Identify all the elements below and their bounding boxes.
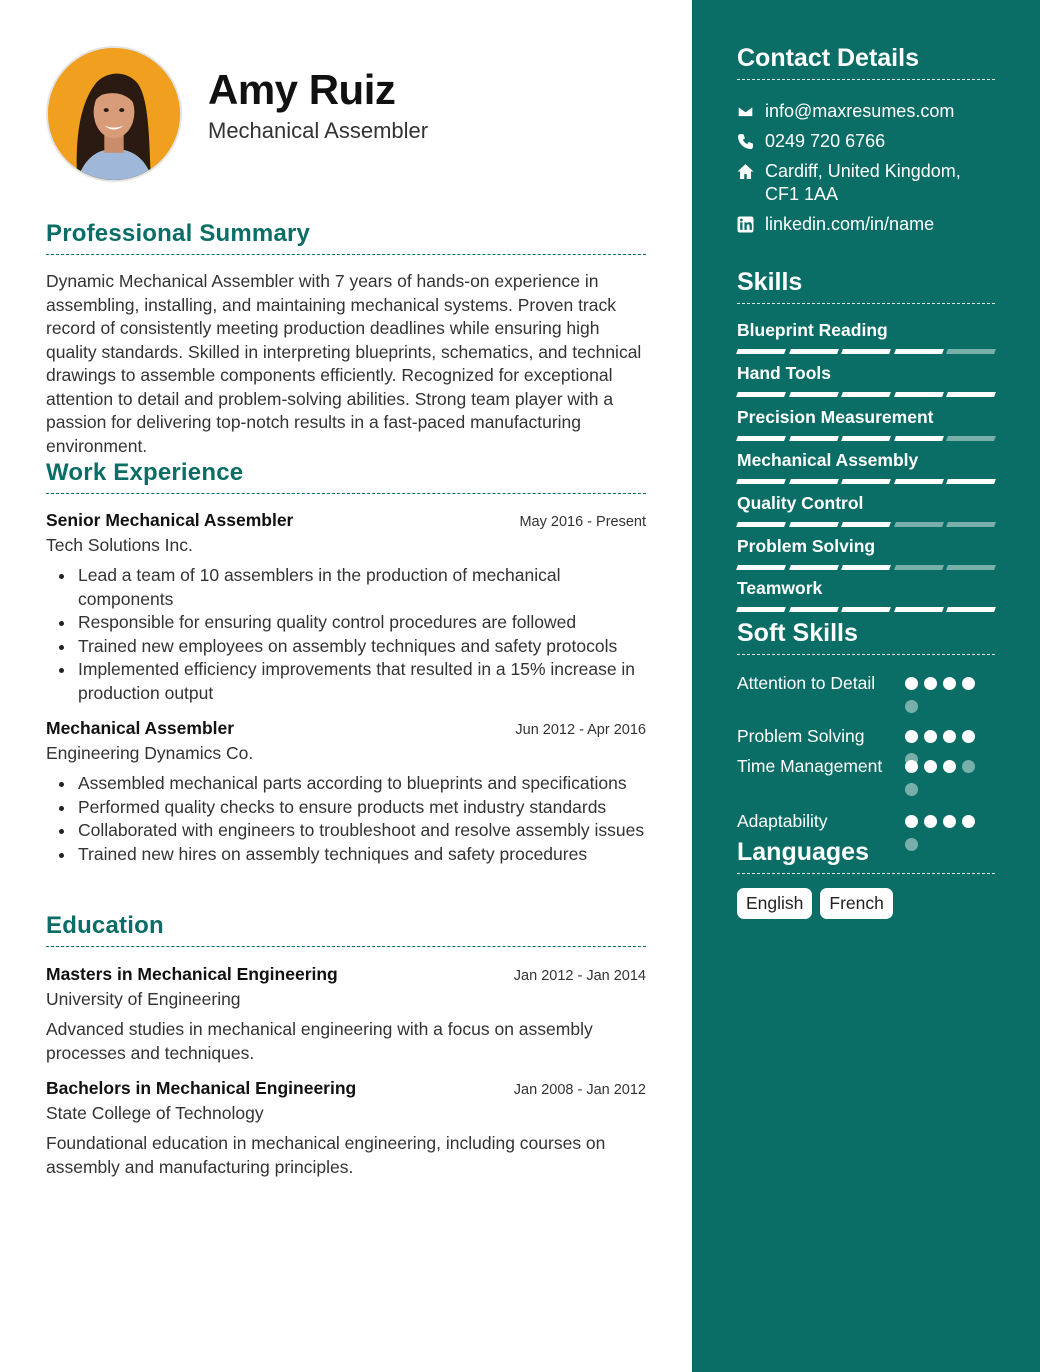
contact-address	[737, 160, 995, 206]
candidate-name: Amy Ruiz	[208, 66, 396, 113]
linkedin-icon	[737, 213, 765, 236]
skill-level-meter	[737, 479, 995, 484]
skill-level-segment	[736, 392, 785, 397]
skills-heading: Skills	[737, 268, 995, 304]
skill-level-segment	[946, 565, 995, 570]
profile-photo	[46, 46, 182, 182]
skill-level-segment	[894, 522, 943, 527]
envelope-icon	[737, 100, 765, 123]
skill-item	[737, 450, 995, 484]
education-description: Foundational education in mechanical engineering, including courses on assembly and manufacturing principles.	[46, 1133, 606, 1177]
skill-name: Precision Measurement	[737, 407, 934, 427]
rating-dot	[905, 700, 918, 713]
experience-heading: Work Experience	[46, 459, 646, 494]
skill-level-segment	[946, 349, 995, 354]
skill-level-segment	[946, 607, 995, 612]
education-date: Jan 2012 - Jan 2014	[513, 968, 646, 984]
skill-level-segment	[894, 349, 943, 354]
skill-level-segment	[736, 522, 785, 527]
skill-level-segment	[789, 607, 838, 612]
education-entry	[46, 1078, 646, 1179]
sidebar	[692, 0, 1040, 1372]
contact-email[interactable]	[737, 100, 995, 123]
skill-level-segment	[841, 479, 890, 484]
skill-level-segment	[946, 479, 995, 484]
skill-level-meter	[737, 522, 995, 527]
skill-item	[737, 536, 995, 570]
skill-level-segment	[946, 436, 995, 441]
school-name: State College of Technology	[46, 1103, 264, 1123]
avatar-illustration	[48, 48, 180, 180]
job-bullet: Implemented efficiency improvements that resulted in a 15% increase in production output	[46, 658, 646, 705]
skill-level-segment	[736, 436, 785, 441]
skill-level-segment	[894, 479, 943, 484]
job-entry	[46, 718, 646, 866]
skill-level-segment	[841, 607, 890, 612]
rating-dot	[905, 730, 918, 743]
linkedin-text: linkedin.com/in/name	[765, 214, 935, 234]
phone-icon	[737, 130, 765, 153]
job-date: Jun 2012 - Apr 2016	[515, 722, 646, 738]
rating-dot	[924, 730, 937, 743]
contact-list	[737, 100, 995, 236]
skill-level-segment	[841, 436, 890, 441]
contact-phone[interactable]	[737, 130, 995, 153]
skill-name: Blueprint Reading	[737, 320, 888, 340]
job-company: Tech Solutions Inc.	[46, 535, 193, 555]
skill-level-segment	[789, 479, 838, 484]
contact-linkedin[interactable]	[737, 213, 995, 236]
education-description: Advanced studies in mechanical engineering with a focus on assembly processes and techniques.	[46, 1019, 593, 1063]
job-date: May 2016 - Present	[519, 514, 646, 530]
rating-dot	[943, 760, 956, 773]
education-heading: Education	[46, 912, 646, 947]
rating-dot	[962, 815, 975, 828]
skill-level-segment	[736, 349, 785, 354]
skill-item	[737, 493, 995, 527]
rating-dot	[962, 730, 975, 743]
languages-list	[737, 888, 893, 919]
job-title: Mechanical Assembler	[46, 718, 235, 738]
languages-heading: Languages	[737, 838, 995, 874]
skill-item	[737, 363, 995, 397]
skill-level-meter	[737, 349, 995, 354]
rating-dot	[905, 783, 918, 796]
skill-level-segment	[894, 392, 943, 397]
skill-level-segment	[789, 565, 838, 570]
education-date: Jan 2008 - Jan 2012	[513, 1082, 646, 1098]
skill-level-segment	[789, 349, 838, 354]
skill-level-segment	[894, 607, 943, 612]
phone-text: 0249 720 6766	[765, 131, 886, 151]
address-line-1: Cardiff, United Kingdom,	[765, 161, 961, 181]
skill-level-segment	[841, 392, 890, 397]
skill-level-segment	[841, 565, 890, 570]
address-line-2: CF1 1AA	[765, 184, 839, 204]
skill-level-meter	[737, 565, 995, 570]
rating-dot	[924, 760, 937, 773]
rating-dot	[962, 677, 975, 690]
job-bullet: Trained new hires on assembly techniques and safety procedures	[46, 843, 646, 867]
job-title: Senior Mechanical Assembler	[46, 510, 294, 530]
skill-name: Hand Tools	[737, 363, 831, 383]
skill-name: Teamwork	[737, 578, 823, 598]
education-entry	[46, 964, 646, 1065]
summary-heading: Professional Summary	[46, 220, 646, 255]
job-bullets	[46, 564, 646, 705]
soft-skill-name: Time Management	[737, 756, 883, 776]
job-bullet: Collaborated with engineers to troubleshoot and resolve assembly issues	[46, 819, 646, 843]
skill-level-segment	[789, 392, 838, 397]
skill-name: Mechanical Assembly	[737, 450, 919, 470]
soft-skills-heading: Soft Skills	[737, 619, 995, 655]
job-bullet: Responsible for ensuring quality control procedures are followed	[46, 611, 646, 635]
school-name: University of Engineering	[46, 989, 241, 1009]
skill-level-segment	[841, 522, 890, 527]
job-company: Engineering Dynamics Co.	[46, 743, 254, 763]
skill-level-segment	[789, 436, 838, 441]
job-entry	[46, 510, 646, 705]
skill-item	[737, 320, 995, 354]
skill-level-segment	[894, 565, 943, 570]
language-tag: English	[737, 888, 812, 919]
skill-name: Problem Solving	[737, 536, 876, 556]
contact-heading: Contact Details	[737, 44, 995, 80]
skill-level-segment	[841, 349, 890, 354]
skill-level-segment	[736, 565, 785, 570]
skill-level-segment	[736, 479, 785, 484]
home-icon	[737, 160, 765, 183]
rating-dot	[943, 677, 956, 690]
rating-dot	[905, 677, 918, 690]
soft-skill-name: Adaptability	[737, 811, 828, 831]
rating-dot	[905, 760, 918, 773]
job-bullet: Trained new employees on assembly techniques and safety protocols	[46, 635, 646, 659]
degree-title: Bachelors in Mechanical Engineering	[46, 1078, 357, 1098]
skill-level-segment	[946, 522, 995, 527]
language-tag: French	[820, 888, 892, 919]
skill-level-meter	[737, 436, 995, 441]
candidate-title: Mechanical Assembler	[208, 118, 429, 143]
skill-item	[737, 407, 995, 441]
job-bullet: Lead a team of 10 assemblers in the production of mechanical components	[46, 564, 646, 611]
skill-level-segment	[946, 392, 995, 397]
job-bullet: Assembled mechanical parts according to blueprints and specifications	[46, 772, 646, 796]
job-bullets	[46, 772, 646, 866]
rating-dot	[943, 730, 956, 743]
skill-level-segment	[894, 436, 943, 441]
rating-dot	[905, 815, 918, 828]
skill-level-segment	[789, 522, 838, 527]
summary-text: Dynamic Mechanical Assembler with 7 years of hands-on experience in assembling, installing, and maintaining mechanical systems. Proven track record of consistently meeting production deadlines while ensuring high quality standards. Skilled in interpreting blueprints, schematics, and technical drawings to assemble components efficiently. Recognized for exceptional attention to detail and problem-solving abilities. Strong team player with a passion for delivering top-notch results in a fast-paced manufacturing environment.	[46, 271, 642, 456]
skill-item	[737, 578, 995, 612]
email-text: info@maxresumes.com	[765, 101, 955, 121]
skill-name: Quality Control	[737, 493, 864, 513]
rating-dot	[962, 760, 975, 773]
degree-title: Masters in Mechanical Engineering	[46, 964, 338, 984]
rating-dot	[924, 677, 937, 690]
soft-skill-name: Problem Solving	[737, 726, 865, 746]
soft-skill-name: Attention to Detail	[737, 673, 876, 693]
job-bullet: Performed quality checks to ensure products met industry standards	[46, 796, 646, 820]
skill-level-meter	[737, 392, 995, 397]
rating-dot	[943, 815, 956, 828]
skill-level-meter	[737, 607, 995, 612]
rating-dot	[924, 815, 937, 828]
skill-level-segment	[736, 607, 785, 612]
